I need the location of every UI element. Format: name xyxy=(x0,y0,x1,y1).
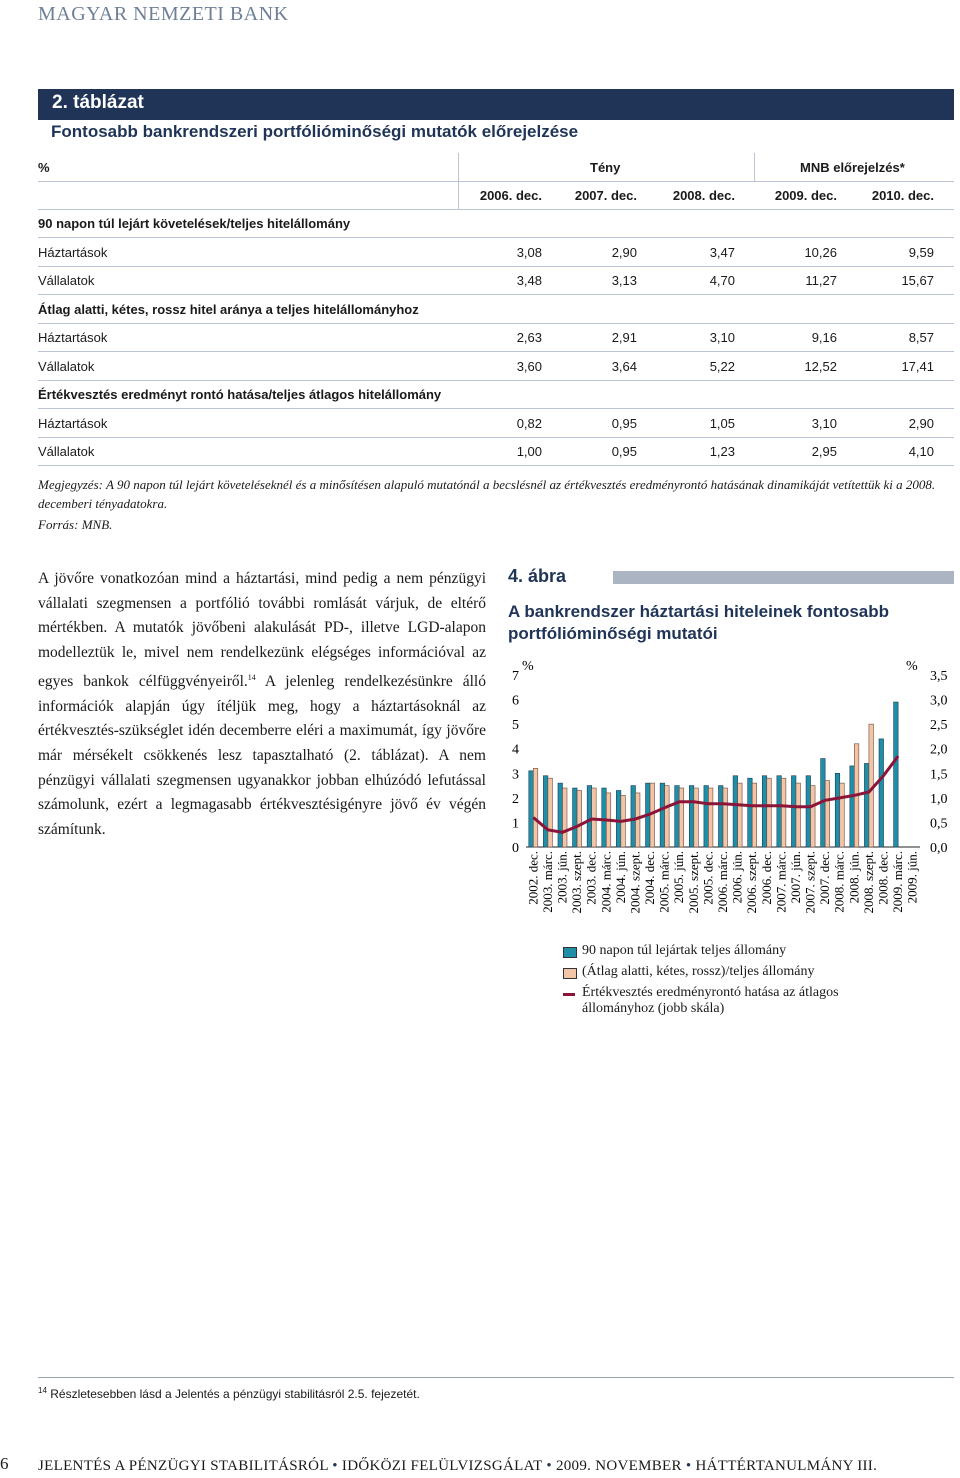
bar-overdue xyxy=(894,702,899,847)
x-tick-label: 2008. márc. xyxy=(831,851,847,913)
table-cell: 0,82 xyxy=(516,415,542,431)
y-left-tick: 5 xyxy=(512,718,519,734)
y-right-tick: 3,0 xyxy=(930,693,948,709)
table-number: 2. táblázat xyxy=(52,92,144,113)
footer-sep: • xyxy=(332,1458,338,1474)
table-cell: 1,00 xyxy=(516,444,542,459)
bar-overdue xyxy=(864,763,869,847)
x-tick-label: 2005. dec. xyxy=(700,851,716,905)
bar-quality xyxy=(825,781,830,847)
bar-quality xyxy=(592,788,597,847)
table-cell: 15,67 xyxy=(901,273,934,288)
section-row xyxy=(38,295,954,324)
x-tick-label: 2005. szept. xyxy=(685,851,701,914)
table-cell: 9,59 xyxy=(908,244,934,260)
table-note: Megjegyzés: A 90 napon túl lejárt követeléseknél és a minősítésen alapuló mutatónál a becslésnél az értékvesztés eredményrontó hatásának dinamikáját vetítettük ki a 2008. decemberi tényadatokra. xyxy=(38,477,936,511)
table-cell: 3,60 xyxy=(516,358,542,374)
bar-overdue xyxy=(660,783,665,847)
y-right-tick: 1,5 xyxy=(930,767,948,783)
y-left-tick: 3 xyxy=(512,767,519,783)
figure-header-bar xyxy=(613,571,954,584)
section-row xyxy=(38,380,954,409)
body-text-part-1: A jövőre vonatkozóan mind a háztartási, mind pedig a nem pénzügyi vállalati szegmensen a portfólió további romlását várjuk, de eltérő mértékben. A mutatók jövőbeni alakulását PD-, illetve LGD-alapon modelleztük le, mivel nem rendelkezünk elégséges információval az egyes bankok célfüggvényeiről. xyxy=(38,570,486,690)
legend-swatch-overdue xyxy=(563,947,577,958)
row-label: Háztartások xyxy=(38,415,108,431)
section-title: 90 napon túl lejárt követelések/teljes hitelállomány xyxy=(38,216,351,231)
bar-quality xyxy=(694,788,699,847)
bar-quality xyxy=(679,788,684,847)
bar-quality xyxy=(548,778,553,847)
figure-number: 4. ábra xyxy=(508,566,567,586)
row-label: Háztartások xyxy=(38,330,108,345)
year-header: 2007. dec. xyxy=(574,188,637,203)
bar-overdue xyxy=(733,776,738,847)
bar-quality xyxy=(796,783,801,847)
bar-overdue xyxy=(573,788,578,847)
y-right-tick: 0,5 xyxy=(930,816,948,832)
x-tick-label: 2007. jún. xyxy=(787,851,803,904)
page-number: 6 xyxy=(0,1454,9,1473)
footer-part-4: HÁTTÉRTANULMÁNY III. xyxy=(695,1458,878,1474)
table-row xyxy=(38,323,954,352)
bar-quality xyxy=(562,788,566,847)
y-right-tick: 0,0 xyxy=(930,841,948,856)
bar-quality xyxy=(840,783,845,847)
row-label: Vállalatok xyxy=(38,358,95,374)
x-tick-label: 2008. szept. xyxy=(860,851,876,914)
x-tick-label: 2003. jún. xyxy=(554,851,570,904)
bar-quality xyxy=(723,788,728,847)
bar-quality xyxy=(665,786,670,847)
right-unit-label: % xyxy=(906,659,918,674)
table-row xyxy=(38,409,954,438)
group-actual-label: Tény xyxy=(590,160,621,175)
footer-part-3: 2009. NOVEMBER xyxy=(555,1458,682,1474)
bar-overdue xyxy=(689,786,694,847)
year-header: 2008. dec. xyxy=(672,188,735,203)
x-tick-label: 2003. márc. xyxy=(539,851,555,913)
footnote-divider xyxy=(38,1377,954,1378)
table-cell: 0,95 xyxy=(611,415,637,431)
footnote-ref[interactable]: 14 xyxy=(247,672,256,682)
unit-label: % xyxy=(38,160,50,175)
row-label: Vállalatok xyxy=(38,444,95,459)
table-cell: 8,57 xyxy=(908,330,934,345)
table-header-row-2 xyxy=(38,181,954,210)
x-tick-label: 2006. márc. xyxy=(715,851,730,913)
bar-overdue xyxy=(850,766,855,847)
table-row xyxy=(38,352,954,381)
x-tick-label: 2003. dec. xyxy=(583,851,599,905)
legend-label-overdue: 90 napon túl lejártak teljes állomány xyxy=(582,943,787,958)
table-cell: 5,22 xyxy=(709,358,735,374)
portfolio-quality-chart xyxy=(500,655,960,940)
y-right-tick: 2,0 xyxy=(930,742,948,758)
left-unit-label: % xyxy=(522,659,534,674)
bar-overdue xyxy=(777,776,782,847)
table-cell: 2,95 xyxy=(811,444,837,459)
table-cell: 3,64 xyxy=(611,358,637,374)
row-label: Háztartások xyxy=(38,244,108,260)
footer-part-1: JELENTÉS A PÉNZÜGYI STABILITÁSRÓL xyxy=(38,1458,329,1474)
x-tick-label: 2002. dec. xyxy=(525,851,541,905)
table-title-bar xyxy=(38,89,954,120)
table-cell: 3,13 xyxy=(611,273,637,288)
y-right-tick: 3,5 xyxy=(930,669,948,684)
legend-label-impairment: Értékvesztés eredményrontó hatása az átlagos állományhoz (jobb skála) xyxy=(582,985,839,1016)
y-left-tick: 2 xyxy=(512,791,519,807)
year-header: 2009. dec. xyxy=(774,188,837,203)
x-tick-label: 2004. dec. xyxy=(642,851,658,905)
x-tick-label: 2008. jún. xyxy=(846,851,862,904)
table-row xyxy=(38,266,954,295)
bar-overdue xyxy=(543,776,548,847)
y-right-tick: 2,5 xyxy=(930,718,948,734)
x-tick-label: 2009. jún. xyxy=(904,851,920,904)
x-tick-label: 2009. márc. xyxy=(890,851,906,913)
y-left-tick: 0 xyxy=(512,841,519,856)
bar-overdue xyxy=(675,786,680,847)
figure-title: A bankrendszer háztartási hiteleinek fontosabb portfólióminőségi mutatói xyxy=(508,602,890,643)
bar-overdue xyxy=(616,790,621,847)
bar-overdue xyxy=(558,783,563,847)
bar-overdue xyxy=(587,786,592,847)
table-source: Forrás: MNB. xyxy=(38,517,113,532)
publisher-header: MAGYAR NEMZETI BANK xyxy=(38,3,289,25)
x-tick-label: 2005. jún. xyxy=(671,851,687,904)
table-cell: 3,47 xyxy=(709,244,735,260)
bar-overdue xyxy=(791,776,796,847)
legend-label-quality: (Átlag alatti, kétes, rossz)/teljes állomány xyxy=(582,964,815,979)
body-text-part-2: A jelenleg rendelkezésünkre álló információk alapján úgy ítéljük meg, hogy a háztartásoknál az értékvesztés-szükséglet idén decemberre eléri a maximumát, így jövőre már mérsékelt csökkenés lesz tapasztalható (2. táblázat). A nem pénzügyi vállalati szegmensen ugyanakkor jobban elhúzódó lefutással számolunk, ezért a legmagasabb értékvesztésigényre jövő év végén számítunk. xyxy=(38,672,486,839)
bar-overdue xyxy=(806,776,811,847)
table-subtitle: Fontosabb bankrendszeri portfólióminőségi mutatók előrejelzése xyxy=(51,122,579,141)
y-left-tick: 4 xyxy=(512,742,519,758)
y-left-tick: 6 xyxy=(512,693,519,709)
table-cell: 11,27 xyxy=(805,273,837,288)
section-title: Értékvesztés eredményt rontó hatása/teljes átlagos hitelállomány xyxy=(38,387,442,402)
body-paragraph xyxy=(38,567,486,843)
table-cell: 2,91 xyxy=(611,330,637,345)
legend-swatch-quality xyxy=(563,968,577,979)
footnote-number: 14 xyxy=(38,1386,47,1395)
table-cell: 12,52 xyxy=(804,358,837,374)
x-tick-label: 2004. szept. xyxy=(627,851,643,914)
bar-quality xyxy=(767,778,772,847)
table-cell: 3,10 xyxy=(811,415,837,431)
y-left-tick: 7 xyxy=(512,669,519,684)
bar-quality xyxy=(577,790,582,847)
table-cell: 3,10 xyxy=(709,330,735,345)
table-row xyxy=(38,437,954,466)
table-cell: 1,23 xyxy=(709,444,735,459)
y-left-tick: 1 xyxy=(512,816,519,832)
table-row xyxy=(38,238,954,267)
table-cell: 0,95 xyxy=(611,444,637,459)
x-tick-label: 2007. márc. xyxy=(773,851,789,913)
x-tick-label: 2004. márc. xyxy=(598,851,614,913)
legend-line-impairment xyxy=(563,993,575,996)
table-cell: 2,90 xyxy=(908,415,934,431)
bar-quality xyxy=(533,768,538,847)
bar-overdue xyxy=(631,786,636,847)
footer-sep: • xyxy=(546,1458,552,1474)
table-cell: 17,41 xyxy=(901,358,934,374)
year-header: 2006. dec. xyxy=(479,188,542,203)
footer-part-2: IDŐKÖZI FELÜLVIZSGÁLAT xyxy=(341,1458,543,1474)
table-cell: 2,63 xyxy=(516,330,542,345)
x-tick-label: 2005. márc. xyxy=(656,851,672,913)
bar-overdue xyxy=(529,771,533,847)
table-cell: 4,70 xyxy=(709,273,735,288)
group-forecast-label: MNB előrejelzés* xyxy=(800,160,905,175)
bar-overdue xyxy=(835,773,840,847)
bar-overdue xyxy=(719,786,724,847)
footnote-text: Részletesebben lásd a Jelentés a pénzügyi stabilitásról 2.5. fejezetét. xyxy=(46,1387,420,1401)
footer-sep: • xyxy=(685,1458,692,1474)
table-cell: 10,26 xyxy=(804,244,837,260)
bar-overdue xyxy=(762,776,767,847)
footnote xyxy=(38,1386,420,1401)
x-tick-label: 2006. szept. xyxy=(744,851,760,914)
bar-overdue xyxy=(704,786,709,847)
bar-quality xyxy=(811,786,816,847)
x-tick-label: 2007. szept. xyxy=(802,851,818,914)
running-footer xyxy=(38,1458,877,1475)
table-cell: 4,10 xyxy=(908,444,934,459)
bar-overdue xyxy=(879,739,884,847)
y-right-tick: 1,0 xyxy=(930,791,948,807)
x-tick-label: 2006. jún. xyxy=(729,851,745,904)
x-tick-label: 2003. szept. xyxy=(569,851,585,914)
bar-quality xyxy=(738,783,743,847)
x-tick-label: 2007. dec. xyxy=(817,851,833,905)
table-cell: 3,08 xyxy=(516,244,542,260)
x-tick-label: 2008. dec. xyxy=(875,851,891,905)
section-row xyxy=(38,209,954,238)
bar-quality xyxy=(781,778,786,847)
bar-quality xyxy=(752,783,757,847)
table-cell: 3,48 xyxy=(516,273,542,288)
bar-overdue xyxy=(602,788,607,847)
table-header-row-1 xyxy=(38,153,954,182)
bar-overdue xyxy=(748,778,753,847)
table-cell: 9,16 xyxy=(811,330,837,345)
row-label: Vállalatok xyxy=(38,273,95,288)
table-cell: 2,90 xyxy=(611,244,637,260)
section-title: Átlag alatti, kétes, rossz hitel aránya a teljes hitelállományhoz xyxy=(38,301,419,317)
bar-quality xyxy=(708,788,713,847)
x-tick-label: 2004. jún. xyxy=(612,851,628,904)
year-header: 2010. dec. xyxy=(871,188,934,203)
table-cell: 1,05 xyxy=(709,415,735,431)
x-tick-label: 2006. dec. xyxy=(758,851,774,905)
